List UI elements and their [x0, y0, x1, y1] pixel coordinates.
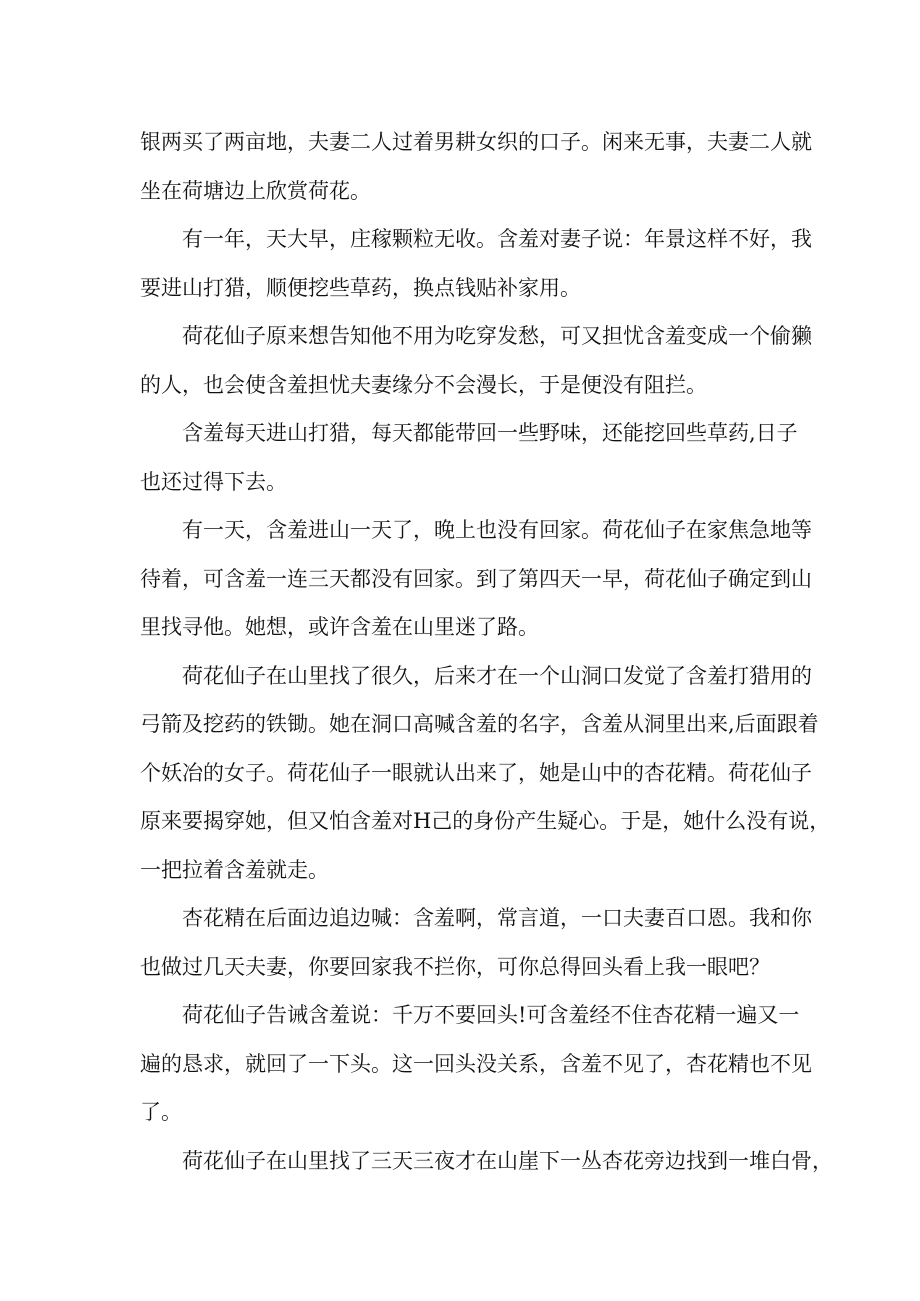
text-line: 有一天，含羞进山一天了，晚上也没有回家。荷花仙子在家焦急地等 [182, 518, 812, 542]
text-line: 也做过几天夫妻，你要回家我不拦你，可你总得回头看上我一眼吧？ [140, 954, 770, 979]
text-line: 个妖冶的女子。荷花仙子一眼就认出来了，她是山中的杏花精。荷花仙子 [140, 760, 812, 785]
text-line: 遍的恳求，就回了一下头。这一回头没关系，含羞不见了，杏花精也不见 [140, 1051, 812, 1076]
paragraph [140, 1137, 833, 1186]
text-line: 荷花仙子在山里找了三天三夜才在山崖下一丛杏花旁边找到一堆白骨， [182, 1148, 833, 1173]
text-line: 弓箭及挖药的铁锄。她在洞口高喊含羞的名字，含羞从洞里出来,后面跟着 [140, 712, 819, 736]
paragraph [140, 991, 812, 1137]
text-line: 坐在荷塘边上欣赏荷花。 [140, 178, 371, 203]
paragraph [140, 894, 812, 991]
paragraph [140, 118, 812, 215]
paragraph [140, 652, 831, 895]
text-line: 原来要揭穿她，但又怕含羞对H己的身份产生疑心。于是，她什么没有说， [140, 809, 831, 833]
text-line: 荷花仙子在山里找了很久，后来才在一个山洞口发觉了含羞打猎用的 [182, 663, 812, 688]
paragraph [140, 506, 812, 652]
text-line: 要进山打猎，顺便挖些草药，换点钱贴补家用。 [140, 275, 581, 300]
text-line: 也还过得下去。 [140, 469, 287, 494]
text-line: 荷花仙子原来想告知他不用为吃穿发愁，可又担忧含羞变成一个偷獭 [182, 324, 812, 348]
text-line: 含羞每天进山打猎，每天都能带回一些野味，还能挖回些草药,日子 [182, 421, 798, 445]
paragraph [140, 409, 798, 506]
paragraph [140, 215, 812, 312]
text-line: 荷花仙子告诫含羞说：千万不要回头!可含羞经不住杏花精一遍又一 [182, 1003, 800, 1027]
text-line: 有一年，天大早，庄稼颗粒无收。含羞对妻子说：年景这样不好，我 [182, 227, 812, 251]
text-line: 银两买了两亩地，夫妻二人过着男耕女织的口子。闲来无事，夫妻二人就 [140, 130, 812, 154]
text-line: 待着，可含羞一连三天都没有回家。到了第四天一早，荷花仙子确定到山 [140, 566, 812, 591]
text-line: 里找寻他。她想，或许含羞在山里迷了路。 [140, 615, 539, 639]
text-line: 了。 [140, 1100, 182, 1124]
text-line: 杏花精在后面边追边喊：含羞啊，常言道，一口夫妻百口恩。我和你 [182, 906, 812, 930]
text-line: 的人，也会使含羞担忧夫妻缘分不会漫长，于是便没有阻拦。 [140, 372, 707, 397]
document-body [140, 118, 833, 1185]
text-line: 一把拉着含羞就走。 [140, 857, 329, 882]
paragraph [140, 312, 812, 409]
